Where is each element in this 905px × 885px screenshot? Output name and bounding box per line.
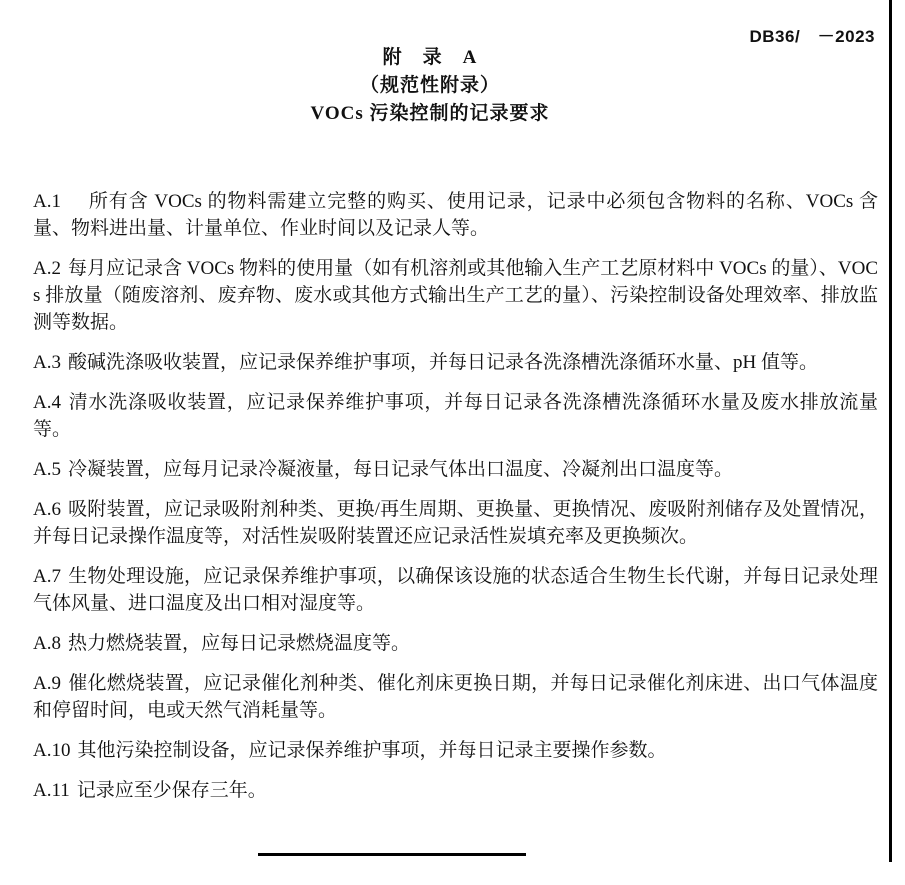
clause-a1 bbox=[33, 188, 878, 242]
clause-a6 bbox=[33, 496, 878, 550]
clause-number: A.3 bbox=[33, 352, 61, 373]
clause-text: 所有含 VOCs 的物料需建立完整的购买、使用记录，记录中必须包含物料的名称、VOCs 含量、物料进出量、计量单位、作业时间以及记录人等。 bbox=[33, 191, 878, 239]
clause-a7 bbox=[33, 563, 878, 617]
clause-a2 bbox=[33, 255, 878, 336]
clause-a3 bbox=[33, 349, 878, 376]
clause-number: A.5 bbox=[33, 459, 61, 480]
footer-rule bbox=[258, 853, 526, 856]
clause-number: A.2 bbox=[33, 258, 61, 279]
clause-text: 吸附装置，应记录吸附剂种类、更换/再生周期、更换量、更换情况、废吸附剂储存及处置情况，并每日记录操作温度等，对活性炭吸附装置还应记录活性炭填充率及更换频次。 bbox=[33, 499, 878, 547]
clause-a8 bbox=[33, 630, 878, 657]
clause-number: A.1 bbox=[33, 191, 61, 212]
clause-number: A.6 bbox=[33, 499, 61, 520]
appendix-heading: VOCs 污染控制的记录要求 bbox=[310, 103, 550, 124]
clause-text: 冷凝装置，应每月记录冷凝液量，每日记录气体出口温度、冷凝剂出口温度等。 bbox=[67, 459, 733, 480]
clause-a10 bbox=[33, 737, 878, 764]
clause-text: 生物处理设施，应记录保养维护事项，以确保该设施的状态适合生物生长代谢，并每日记录处理气体风量、进口温度及出口相对湿度等。 bbox=[33, 566, 878, 614]
clause-text: 催化燃烧装置，应记录催化剂种类、催化剂床更换日期，并每日记录催化剂床进、出口气体温度和停留时间，电或天然气消耗量等。 bbox=[33, 673, 878, 721]
clause-text: 记录应至少保存三年。 bbox=[76, 780, 267, 801]
clause-text: 酸碱洗涤吸收装置，应记录保养维护事项，并每日记录各洗涤槽洗涤循环水量、pH 值等。 bbox=[67, 352, 818, 373]
appendix-title-block bbox=[0, 44, 860, 128]
appendix-title: 附 录 A bbox=[382, 47, 478, 68]
clause-number: A.4 bbox=[33, 392, 61, 413]
clause-number: A.11 bbox=[33, 780, 70, 801]
clause-number: A.9 bbox=[33, 673, 61, 694]
standard-number: DB36/ －2023 bbox=[749, 27, 875, 46]
page-edge-line bbox=[889, 0, 892, 862]
clause-number: A.7 bbox=[33, 566, 61, 587]
clause-text: 每月应记录含 VOCs 物料的使用量（如有机溶剂或其他输入生产工艺原材料中 VOCs 的量）、VOCs 排放量（随废溶剂、废弃物、废水或其他方式输出生产工艺的量）、污染控制设备处理效率、排放监测等数据。 bbox=[33, 258, 878, 333]
clause-text: 热力燃烧装置，应每日记录燃烧温度等。 bbox=[67, 633, 410, 654]
clause-a5 bbox=[33, 456, 878, 483]
clause-text: 其他污染控制设备，应记录保养维护事项，并每日记录主要操作参数。 bbox=[77, 740, 667, 761]
appendix-body bbox=[33, 188, 878, 817]
clause-a9 bbox=[33, 670, 878, 724]
clause-a11 bbox=[33, 777, 878, 804]
appendix-subtitle: （规范性附录） bbox=[359, 75, 500, 96]
clause-number: A.8 bbox=[33, 633, 61, 654]
clause-a4 bbox=[33, 389, 878, 443]
clause-number: A.10 bbox=[33, 740, 71, 761]
clause-text: 清水洗涤吸收装置，应记录保养维护事项，并每日记录各洗涤槽洗涤循环水量及废水排放流量等。 bbox=[33, 392, 878, 440]
